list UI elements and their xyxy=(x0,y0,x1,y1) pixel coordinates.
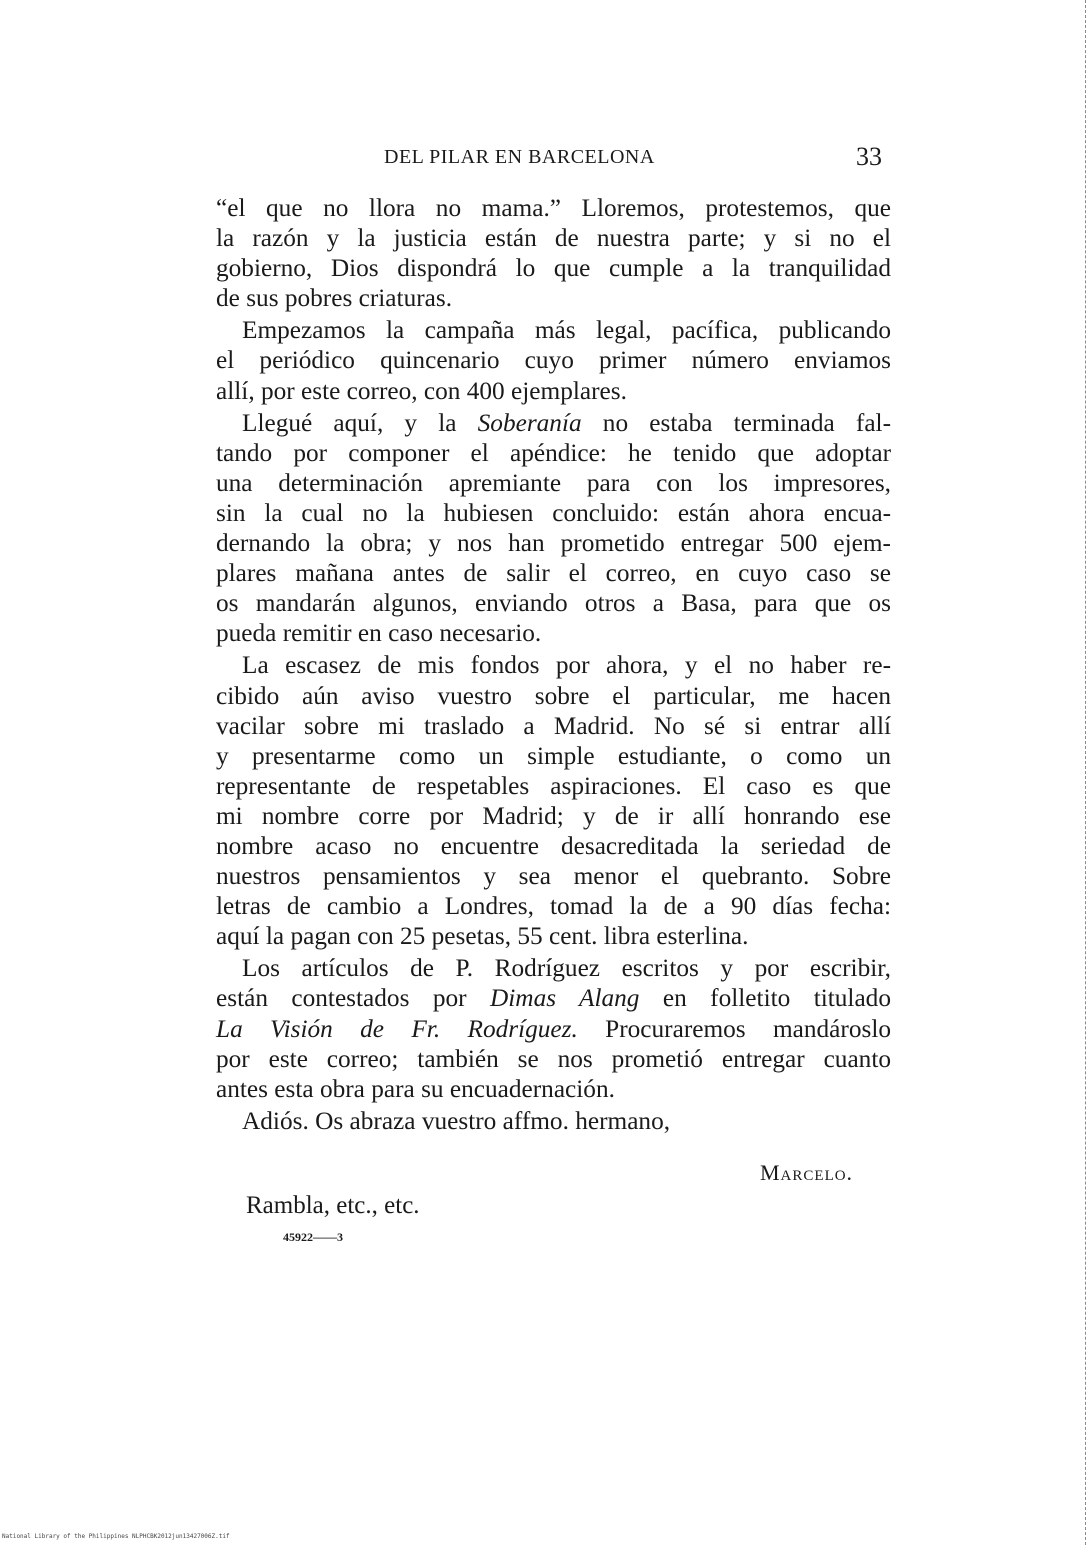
text-line: nuestros pensamientos y sea menor el quebranto. Sobre xyxy=(216,862,891,891)
text-line xyxy=(216,1014,891,1044)
text-line: letras de cambio a Londres, tomad la de a 90 días fecha: xyxy=(216,892,891,921)
running-head xyxy=(0,140,1090,180)
text-fragment: Llegué aquí, y la xyxy=(242,408,478,437)
text-line: plares mañana antes de salir el correo, en cuyo caso se xyxy=(216,559,891,588)
text-line: una determinación apremiante para con los impresores, xyxy=(216,468,891,497)
text-line: el periódico quincenario cuyo primer número enviamos xyxy=(216,346,891,375)
closing-place: Rambla, etc., etc. xyxy=(246,1192,420,1219)
text-line: allí, por este correo, con 400 ejemplares. xyxy=(216,376,627,405)
text-line: y presentarme como un simple estudiante, o como un xyxy=(216,741,891,770)
text-line xyxy=(216,983,891,1013)
text-line: cibido aún aviso vuestro sobre el particular, me hacen xyxy=(216,681,891,710)
scan-footer-note: National Library of the Philippines NLPHCBK2012jun13427006Z.tif xyxy=(2,1533,230,1540)
text-line: La escasez de mis fondos por ahora, y el no haber re- xyxy=(242,651,891,680)
printer-mark: 45922——3 xyxy=(283,1230,343,1244)
italic-title: La Visión de Fr. Rodríguez. xyxy=(216,1014,578,1043)
italic-title: Soberanía xyxy=(477,408,582,437)
text-fragment: Procuraremos mandároslo xyxy=(577,1014,892,1043)
text-line: os mandarán algunos, enviando otros a Basa, para que os xyxy=(216,589,891,618)
text-line: la razón y la justicia están de nuestra parte; y si no el xyxy=(216,224,891,253)
text-line: por este correo; también se nos prometió entregar cuanto xyxy=(216,1044,891,1073)
body-text xyxy=(216,193,891,1138)
text-line: aquí la pagan con 25 pesetas, 55 cent. libra esterlina. xyxy=(216,922,749,951)
paragraph-3 xyxy=(216,408,891,649)
text-line: de sus pobres criaturas. xyxy=(216,284,453,313)
paragraph-5 xyxy=(216,953,891,1103)
text-fragment: en folletito titulado xyxy=(639,984,891,1013)
text-line: representante de respetables aspiraciones. El caso es que xyxy=(216,771,891,800)
text-line xyxy=(216,408,891,438)
text-fragment: no estaba terminada fal- xyxy=(581,408,892,437)
text-line: antes esta obra para su encuadernación. xyxy=(216,1074,615,1103)
page-number: 33 xyxy=(856,142,882,171)
text-line: sin la cual no la hubiesen concluido: están ahora encua- xyxy=(216,498,891,527)
text-line: tando por componer el apéndice: he tenido que adoptar xyxy=(216,438,891,467)
italic-pseudonym: Dimas Alang xyxy=(490,984,640,1013)
text-line: pueda remitir en caso necesario. xyxy=(216,619,542,648)
paragraph-6 xyxy=(216,1106,891,1136)
text-line: dernando la obra; y nos han prometido entregar 500 ejem- xyxy=(216,529,891,558)
text-line: vacilar sobre mi traslado a Madrid. No sé si entrar allí xyxy=(216,711,891,740)
scan-edge-line xyxy=(1085,0,1087,1545)
paragraph-1 xyxy=(216,193,891,313)
text-fragment: están contestados por xyxy=(216,984,490,1013)
paragraph-4 xyxy=(216,650,891,951)
text-line: Empezamos la campaña más legal, pacífica, publicando xyxy=(242,316,891,345)
running-title: DEL PILAR EN BARCELONA xyxy=(384,146,655,168)
text-line: nombre acaso no encuentre desacreditada la seriedad de xyxy=(216,831,891,860)
text-line: mi nombre corre por Madrid; y de ir allí honrando ese xyxy=(216,801,891,830)
text-line: “el que no llora no mama.” Lloremos, protestemos, que xyxy=(216,194,891,222)
paragraph-2 xyxy=(216,315,891,405)
text-line: Adiós. Os abraza vuestro affmo. hermano, xyxy=(242,1106,671,1135)
text-line: Los artículos de P. Rodríguez escritos y por escribir, xyxy=(242,954,891,983)
text-line: gobierno, Dios dispondrá lo que cumple a la tranquilidad xyxy=(216,254,891,283)
signature: Marcelo. xyxy=(760,1160,854,1185)
